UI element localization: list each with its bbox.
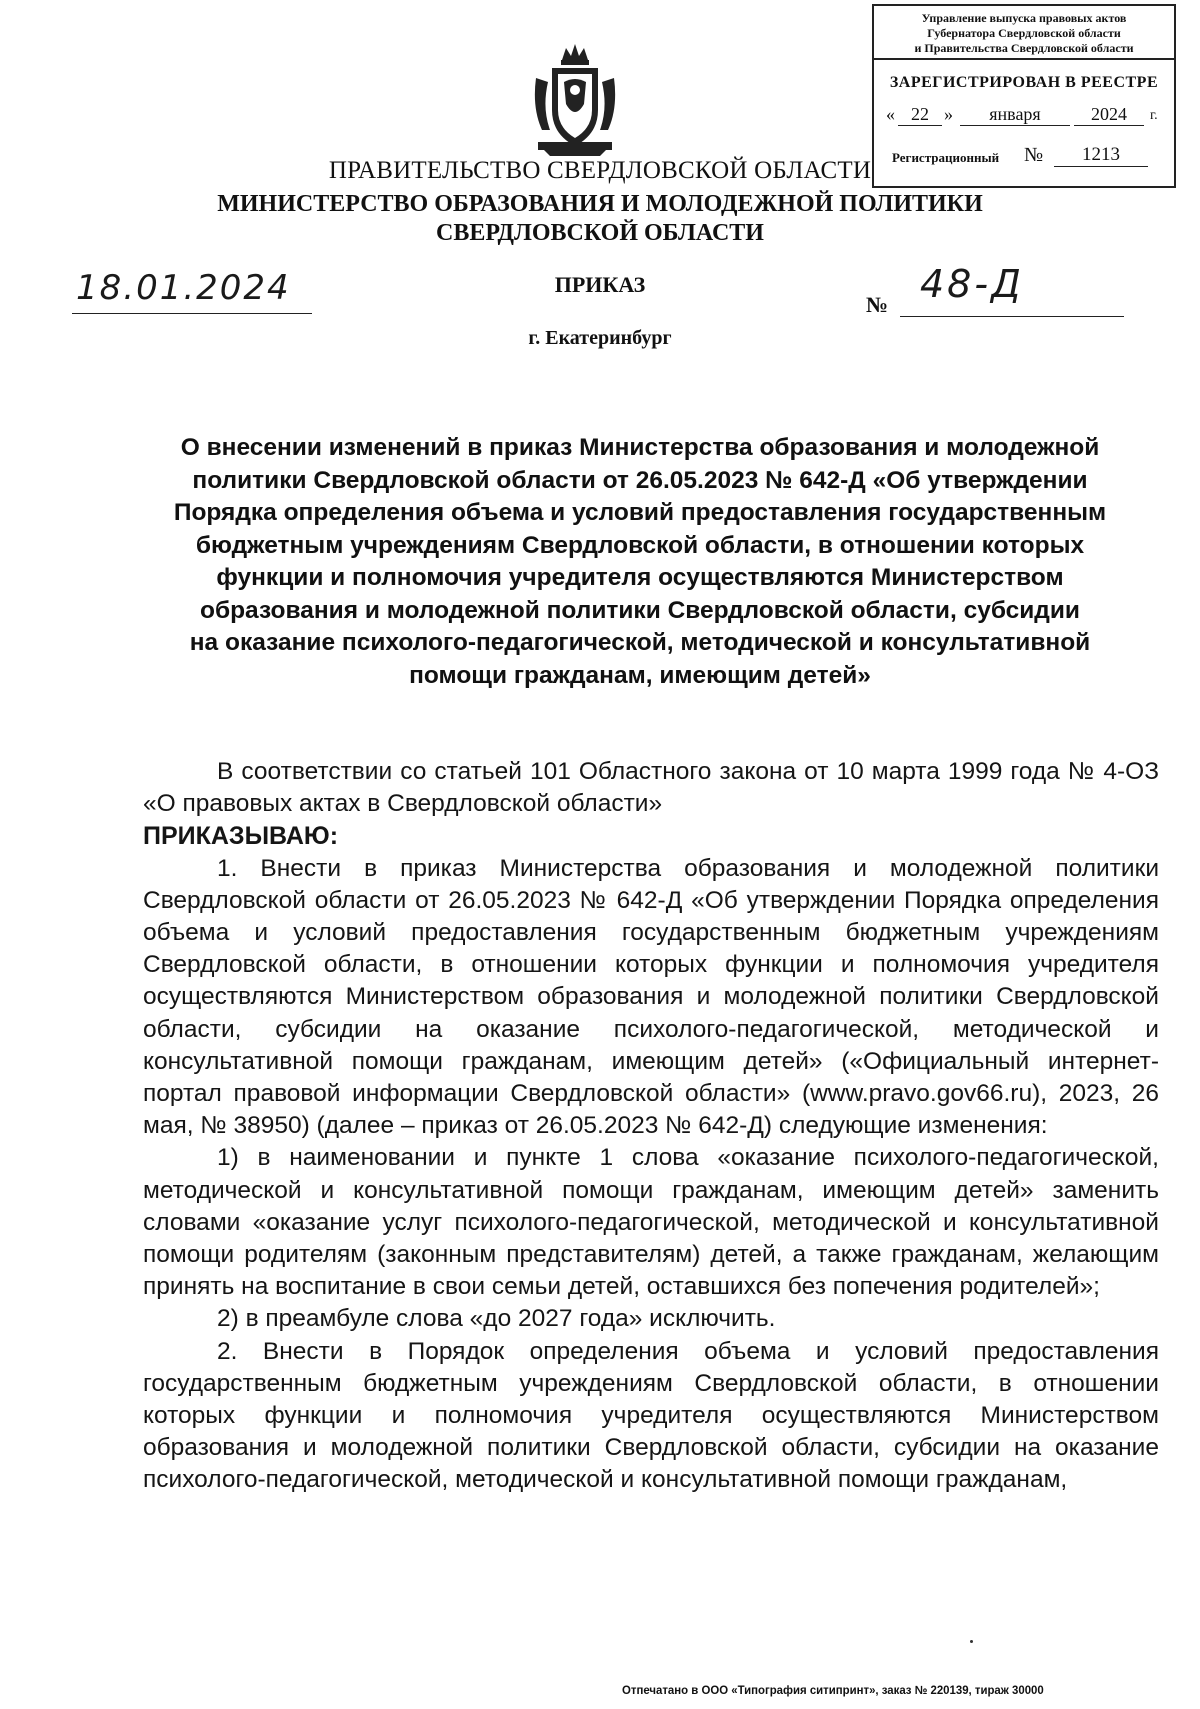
stamp-date (874, 104, 1174, 134)
title-line: Порядка определения объема и условий предоставления государственным (173, 499, 1107, 526)
stamp-year: 2024 (1074, 104, 1144, 126)
stamp-reg-label: Регистрационный (892, 150, 1000, 165)
title-line: политики Свердловской области от 26.05.2023 № 642-Д «Об утверждении (192, 466, 1088, 494)
printing-footer: Отпечатано в ООО «Типография ситипринт», заказ № 220139, тираж 30000 (622, 1683, 1044, 1697)
government-heading: ПРАВИТЕЛЬСТВО СВЕРДЛОВСКОЙ ОБЛАСТИ (328, 157, 872, 184)
document-body (143, 756, 1159, 1497)
stamp-header-line: Управление выпуска правовых актов (921, 11, 1127, 25)
page-dot-mark (970, 1640, 973, 1643)
item-2-paragraph: 2. Внести в Порядок определения объема и условий предоставления государственным бюджетным учреждениям Свердловской области, в отношении которых функции и полномочия учредителя осуществляются Министерством образования и молодежной политики Свердловской области, субсидии на оказание психолого-педагогической, методической и консультативной помощи гражданам, (143, 1337, 1159, 1494)
document-title (140, 432, 1140, 692)
title-line: бюджетным учреждениям Свердловской области, в отношении которых (195, 531, 1085, 559)
date-underline (72, 313, 312, 314)
item-1-paragraph: 1. Внести в приказ Министерства образования и молодежной политики Свердловской области от 26.05.2023 № 642-Д «Об утверждении Порядка определения объема и условий предоставления государственным бюджетным учреждениям Свердловской области, в отношении которых функции и полномочия учредителя осуществляются Министерством образования и молодежной политики Свердловской области, субсидии на оказание психолого-педагогической, методической и консультативной помощи гражданам, имеющим детей» («Официальный интернет-портал правовой информации Свердловской области» (www.pravo.gov66.ru), 2023, 26 мая, № 38950) (далее – приказ от 26.05.2023 № 642-Д) следующие изменения: (143, 854, 1159, 1140)
title-line: функции и полномочия учредителя осуществляются Министерством (216, 564, 1064, 591)
stamp-registered-label: ЗАРЕГИСТРИРОВАН В РЕЕСТРЕ (889, 74, 1159, 91)
order-number-underline (900, 316, 1124, 317)
title-line: на оказание психолого-педагогической, методической и консультативной (189, 629, 1091, 656)
stamp-header-line: и Правительства Свердловской области (914, 41, 1134, 55)
title-line: О внесении изменений в приказ Министерства образования и молодежной (180, 434, 1100, 461)
stamp-header-line: Губернатора Свердловской области (927, 26, 1121, 40)
preamble-paragraph: В соответствии со статьей 101 Областного закона от 10 марта 1999 года № 4-ОЗ «О правовых актах в Свердловской области» (143, 758, 1159, 818)
stamp-year-suffix: г. (1150, 108, 1158, 123)
stamp-num-sign: № (1024, 144, 1044, 166)
stamp-quote-close: » (944, 104, 953, 124)
document-type: ПРИКАЗ (554, 272, 646, 297)
ministry-line: СВЕРДЛОВСКОЙ ОБЛАСТИ (436, 220, 764, 246)
order-number-sign: № (866, 292, 889, 317)
handwritten-order-number: 48-Д (920, 262, 1024, 306)
stamp-day: 22 (898, 104, 942, 126)
command-heading: ПРИКАЗЫВАЮ: (143, 822, 339, 851)
ministry-heading (0, 190, 1200, 248)
stamp-header (874, 6, 1174, 60)
stamp-quote-open: « (886, 104, 895, 124)
title-line: помощи гражданам, имеющим детей» (409, 661, 871, 689)
coat-of-arms-emblem (530, 38, 620, 158)
title-line: образования и молодежной политики Свердловской области, субсидии (199, 596, 1080, 624)
stamp-reg-number: 1213 (1054, 144, 1148, 167)
stamp-month: января (960, 104, 1070, 126)
document-city: г. Екатеринбург (528, 327, 672, 349)
item-1-2-paragraph: 2) в преамбуле слова «до 2027 года» исключить. (217, 1305, 776, 1333)
ministry-line: МИНИСТЕРСТВО ОБРАЗОВАНИЯ И МОЛОДЕЖНОЙ ПОЛИТИКИ (217, 191, 983, 217)
item-1-1-paragraph: 1) в наименовании и пункте 1 слова «оказание психолого-педагогической, методической и консультативной помощи гражданам, имеющим детей» заменить словами «оказание услуг психолого-педагогической, методической и консультативной помощи родителям (законным представителям) детей, а также гражданам, желающим принять на воспитание в свои семьи детей, оставшихся без попечения родителей»; (143, 1144, 1159, 1301)
handwritten-date: 18.01.2024 (76, 268, 291, 308)
